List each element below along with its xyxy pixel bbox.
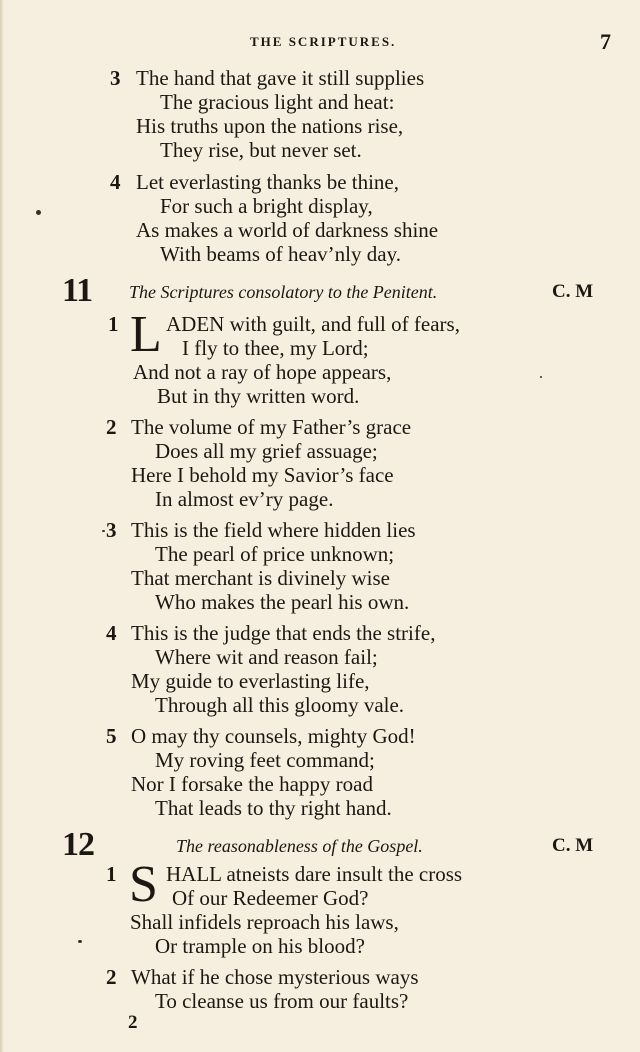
verse-line: O may thy counsels, mighty God! [131,724,416,748]
ink-speck [36,210,41,215]
verse-line: Here I behold my Savior’s face [131,463,394,487]
verse-line: Shall infidels reproach his laws, [130,910,399,934]
verse-number: 3 [106,518,117,542]
verse-line: Does all my grief assuage; [155,439,378,463]
verse-number: 2 [106,415,117,439]
verse-line: The volume of my Father’s grace [131,415,412,439]
verse-line: As makes a world of darkness shine [136,218,439,242]
verse-line: The hand that gave it still supplies [136,66,425,90]
verse-number: 2 [106,965,117,989]
verse-line: To cleanse us from our faults? [155,989,409,1013]
verse-line: Or trample on his blood? [155,934,365,958]
verse-line: The pearl of price unknown; [155,542,395,566]
verse-line: His truths upon the nations rise, [136,114,404,138]
ink-speck [102,530,105,532]
running-title: THE SCRIPTURES. [250,34,397,49]
verse-line: They rise, but never set. [160,138,362,162]
ink-speck [540,376,542,378]
hymn-11-heading [0,274,640,308]
verse-line: And not a ray of hope appears, [133,360,392,384]
page-header [0,29,640,56]
verse-line: My guide to everlasting life, [131,669,370,693]
verse-line: Who makes the pearl his own. [155,590,410,614]
verse-line: ADEN with guilt, and full of fears, [166,312,460,336]
verse-line: That merchant is divinely wise [131,566,390,590]
verse-line: This is the field where hidden lies [131,518,416,542]
page-edge-shadow [0,0,4,1052]
verse-line: In almost ev’ry page. [155,487,334,511]
drop-cap-letter: L [130,306,162,363]
page-number: 7 [600,29,611,54]
hymn-number: 11 [62,272,93,309]
verse-line: The gracious light and heat: [160,90,395,114]
verse-number: 1 [106,862,117,886]
verse-number: 5 [106,724,117,748]
ink-speck [78,940,82,943]
verse-line: With beams of heav’nly day. [160,242,401,266]
verse-number: 4 [110,170,121,194]
verse-line: Nor I forsake the happy road [131,772,373,796]
verse-number: 1 [108,312,119,336]
verse-line: But in thy written word. [157,384,360,408]
drop-cap-letter: S [129,856,158,913]
verse-line: Of our Redeemer God? [172,886,369,910]
verse-line: Where wit and reason fail; [155,645,378,669]
verse-line: HALL atneists dare insult the cross [166,862,463,886]
verse-line: My roving feet command; [155,748,375,772]
hymn-title: The reasonableness of the Gospel. [176,836,423,856]
verse-line: Let everlasting thanks be thine, [136,170,400,194]
verse-line: For such a bright display, [160,194,373,218]
hymn-12-heading [0,828,640,862]
verse-line: What if he chose mysterious ways [131,965,419,989]
verse-line: I fly to thee, my Lord; [182,336,369,360]
hymn-meter: C. M [552,835,594,856]
verse-line: That leads to thy right hand. [155,796,392,820]
printer-signature-mark: 2 [128,1012,138,1033]
verse-line: Through all this gloomy vale. [155,693,405,717]
verse-number: 4 [106,621,117,645]
hymn-title: The Scriptures consolatory to the Penitent. [129,282,438,302]
verse-number: 3 [110,66,121,90]
hymn-number: 12 [62,826,94,863]
verse-line: This is the judge that ends the strife, [131,621,436,645]
hymn-meter: C. M [552,281,594,302]
